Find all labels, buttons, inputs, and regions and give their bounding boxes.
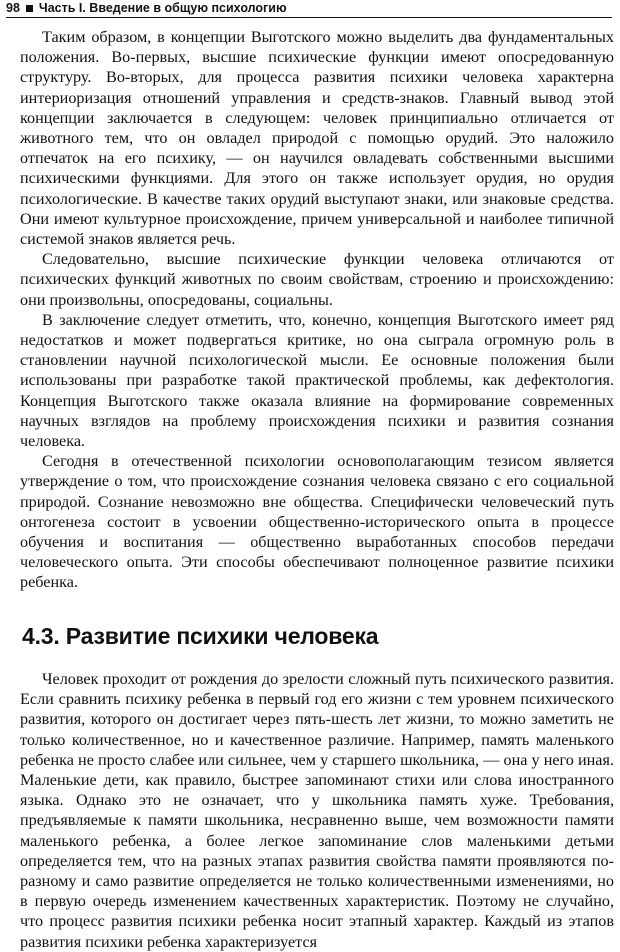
body-text-section — [20, 669, 614, 952]
running-head-title: Часть I. Введение в общую психологию — [38, 1, 287, 15]
paragraph: В заключение следует отметить, что, конечно, концепция Выготского имеет ряд недостатков и может подвергаться критике, но она сыграла огромную роль в становлении научной психологической мысли. Ее основные положения были использованы при разработке такой практической проблемы, как дефектология. Концепция Выготского также оказала влияние на формирование современных научных взглядов на проблему происхождения психики и развития сознания человека. — [20, 310, 614, 451]
paragraph: Сегодня в отечественной психологии основополагающим тезисом является утверждение о том, что происхождение сознания человека связано с его социальной природой. Сознание невозможно вне общества. Специфически человеческий путь онтогенеза состоит в усвоении общественно-исторического опыта в процессе обучения и воспитания — общественно выработанных способов передачи человеческого опыта. Эти способы обеспечивают полноценное развитие психики ребенка. — [20, 452, 614, 592]
paragraph: Человек проходит от рождения до зрелости сложный путь психического развития. Если сравнить психику ребенка в первый год его жизни с тем уровнем психического развития, которого он достигает через пять-шесть лет жизни, то можно заметить не только количественное, но и качественное различие. Например, память маленького ребенка не просто слабее или сильнее, чем у старшего школьника, — она у него иная. Маленькие дети, как правило, быстрее запоминают стихи или слова иностранного языка. Однако это не означает, что у школьника память хуже. Требования, предъявляемые к памяти школьника, несравненно выше, чем возможности памяти маленького ребенка, а более легкое запоминание слов маленькими детьми определяется тем, что на разных этапах развития свойства памяти проявляются по-разному и само развитие определяется не только количественными изменениями, но в первую очередь изменением качественных характеристик. Поэтому не случайно, что процесс развития психики ребенка носит этапный характер. Каждый из этапов развития психики ребенка характеризуется — [20, 670, 614, 951]
paragraph: Таким образом, в концепции Выготского можно выделить два фундаментальных положения. Во-первых, высшие психические функции имеют опосредованную структуру. Во-вторых, для процесса развития психики человека характерна интериоризация отношений управления и средств-знаков. Главный вывод этой концепции заключается в следующем: человек принципиально отличается от животного тем, что он овладел природой с помощью орудий. Это наложило отпечаток на его психику, — он научился овладевать собственными высшими психическими функциями. Для этого он также использует орудия, но орудия психологические. В качестве таких орудий выступают знаки, или знаковые средства. Они имеют культурное происхождение, причем универсальной и наиболее типичной системой знаков является речь. — [20, 28, 614, 249]
section-heading: 4.3. Развитие психики человека — [22, 623, 379, 649]
square-bullet-icon — [26, 5, 33, 12]
page-number: 98 — [6, 1, 20, 15]
paragraph: Следовательно, высшие психические функции человека отличаются от психических функций животных по своим свойствам, строению и происхождению: они произвольны, опосредованы, социальны. — [20, 250, 614, 309]
running-head — [6, 0, 612, 18]
body-text-top — [20, 27, 614, 593]
